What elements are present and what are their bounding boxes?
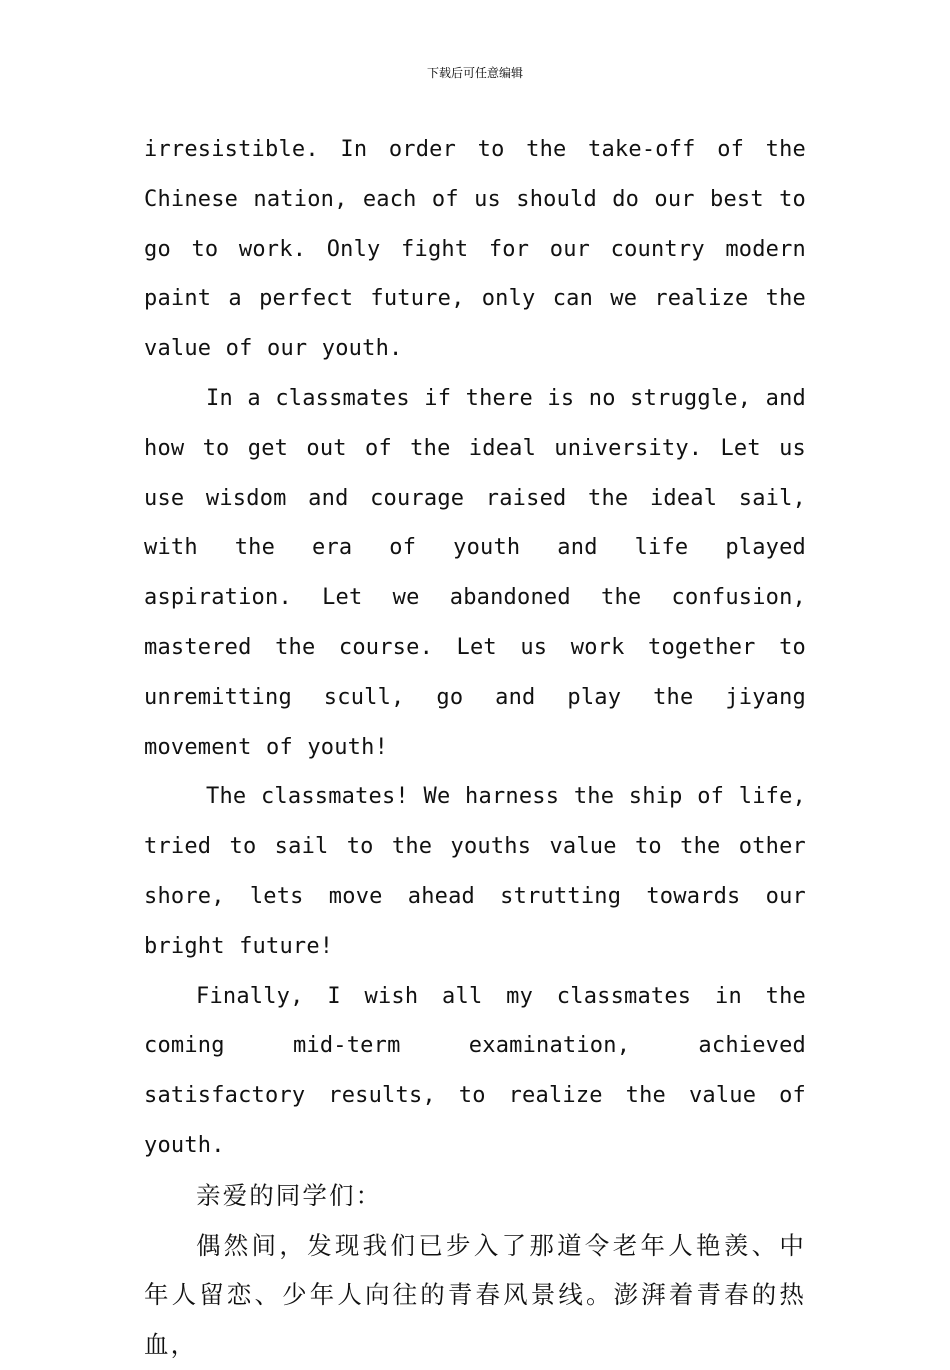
paragraph-5-salutation: 亲爱的同学们： xyxy=(196,1180,383,1210)
paragraph-4: Finally, I wish all my classmates in the coming mid-term examination, achieved satisfactory results, to realize the value of youth. xyxy=(144,983,806,1158)
document-body xyxy=(144,125,806,1370)
paragraph-1: irresistible. In order to the take-off of the Chinese nation, each of us should do our best to go to work. Only fight for our country modern paint a perfect future, only can we realize the value of our youth. xyxy=(144,137,806,362)
paragraph-6: 偶然间，发现我们已步入了那道令老年人艳羡、中年人留恋、少年人向往的青春风景线。澎湃着青春的热血， xyxy=(144,1230,806,1360)
page-header: 下载后可任意编辑 xyxy=(426,66,523,80)
paragraph-3: The classmates! We harness the ship of life, tried to sail to the youths value to the other shore, lets move ahead strutting towards our bright future! xyxy=(144,784,806,959)
paragraph-2: In a classmates if there is no struggle, and how to get out of the ideal university. Let us use wisdom and courage raised the ideal sail, with the era of youth and life played aspiration. Let we abandoned the confusion, mastered the course. Let us work together to unremitting scull, go and play the jiyang movement of youth! xyxy=(144,385,806,760)
